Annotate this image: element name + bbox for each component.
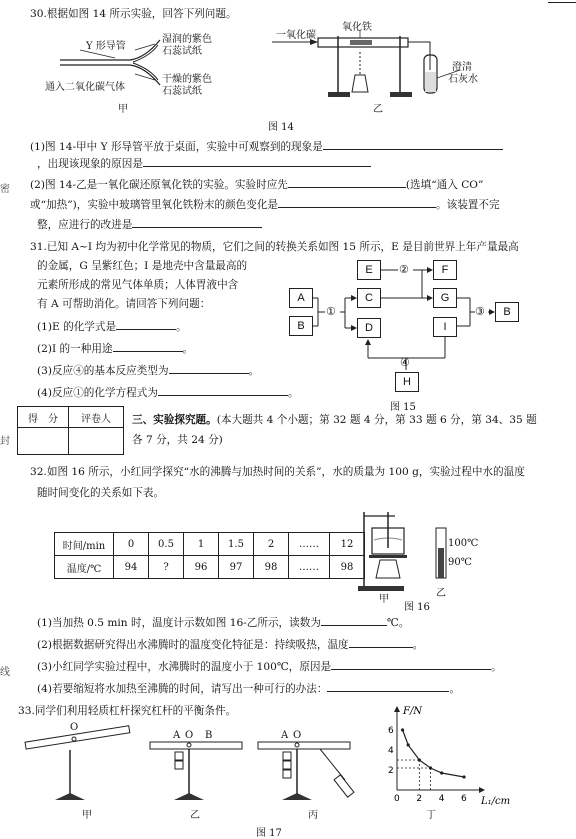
series-line <box>403 730 464 777</box>
cell: 时间/min <box>55 533 114 556</box>
y-tube-label: Y 形导管 <box>86 41 126 52</box>
q33-stem: 33.同学们利用轻质杠杆探究杠杆的平衡条件。 <box>18 705 237 717</box>
co2-inlet-label: 通入二氧化碳气体 <box>45 82 125 93</box>
data-point <box>440 771 443 774</box>
cell: …… <box>289 533 330 556</box>
y-axis-arrow <box>394 706 400 712</box>
x-tick-label: 2 <box>416 794 423 804</box>
mark-3: ③ <box>475 305 485 318</box>
cell: …… <box>289 556 330 579</box>
q32-p2: (2)根据数据研究得出水沸腾时的温度变化特征是：持续吸热，温度 。 <box>37 639 424 651</box>
dry-paper-label-1: 干燥的紫色 <box>162 74 212 85</box>
thermo-100: 100℃ <box>448 538 479 549</box>
cell: 2 <box>254 533 289 556</box>
fig17-cap-ding: 丁 <box>426 810 436 821</box>
node-h: H <box>395 372 419 392</box>
section3-heading: 三、实验探究题。(本大题共 4 个小题；第 32 题 4 分，第 33 题 6 分，第 34、35 题 <box>132 414 537 426</box>
wet-paper-label-2: 石蕊试纸 <box>162 46 202 57</box>
x-tick-label: 6 <box>461 794 467 804</box>
x-axis-arrow <box>479 787 485 793</box>
fig14-yi-caption: 乙 <box>373 104 383 115</box>
data-point <box>407 743 410 746</box>
node-g: G <box>433 288 457 308</box>
node-b-right: B <box>495 302 519 322</box>
fig17-cap-jia: 甲 <box>82 810 92 821</box>
data-point <box>418 758 421 761</box>
mark-4: ④ <box>400 356 410 369</box>
limewater-label-1: 澄清 <box>452 62 472 73</box>
node-c: C <box>357 288 381 308</box>
q31-p2: (2)I 的一种用途 。 <box>37 343 194 355</box>
q30-p1: (1)图 14-甲中 Y 形导管平放于桌面，实验中可观察到的现象是 <box>30 140 503 154</box>
y-axis-label: F/N <box>403 706 423 717</box>
lever-jia-o: O <box>70 722 79 733</box>
q31-stem-4: 有 A 可帮助消化。请回答下列问题： <box>37 298 211 310</box>
q31-p3: (3)反应④的基本反应类型为 。 <box>37 365 260 377</box>
node-i: I <box>433 317 457 337</box>
cell: 96 <box>184 556 219 579</box>
q31-stem-3: 元素所形成的常见气体单质；人体胃液中含 <box>37 279 239 291</box>
thermo-90: 90℃ <box>448 557 472 568</box>
cell: 温度/℃ <box>55 556 114 579</box>
fig17-cap-yi: 乙 <box>190 810 200 821</box>
q31-p1: (1)E 的化学式是 。 <box>37 321 187 333</box>
node-a: A <box>289 288 313 308</box>
lever-bing-a: A <box>281 730 289 741</box>
cell: ? <box>149 556 184 579</box>
mark-1: ① <box>326 305 336 318</box>
limewater-label-2: 石灰水 <box>448 74 478 85</box>
dry-paper-label-2: 石蕊试纸 <box>162 86 202 97</box>
q30-stem: 30.根据如图 14 所示实验，回答下列问题。 <box>30 8 237 20</box>
mark-2: ② <box>399 263 409 276</box>
q32-stem-1: 32.如图 16 所示，小红同学探究“水的沸腾与加热时间的关系”，水的质量为 100 g，实验过程中水的温度 <box>30 466 525 478</box>
node-e: E <box>357 260 381 280</box>
node-d: D <box>357 318 381 338</box>
node-b: B <box>289 316 313 336</box>
y-tick-label: 2 <box>388 766 394 776</box>
x-tick-label: 4 <box>438 794 445 804</box>
cell: 1 <box>184 533 219 556</box>
cell: 12 <box>330 533 365 556</box>
co-label: 一氧化碳 <box>276 30 316 41</box>
fig16-yi-caption: 乙 <box>436 588 446 599</box>
fig17-cap-bing: 丙 <box>308 810 318 821</box>
lever-bing-o: O <box>293 730 302 741</box>
q32-p3: (3)小红同学实验过程中，水沸腾时的温度小于 100℃，原因是 。 <box>37 661 502 673</box>
fig14-title: 图 14 <box>268 122 294 133</box>
x-axis-label: L₁/cm <box>481 796 511 807</box>
fig16-title: 图 16 <box>404 602 430 613</box>
cell: 98 <box>254 556 289 579</box>
cell: 97 <box>219 556 254 579</box>
q30-p2b: 或“加热”)，实验中玻璃管里氧化铁粉末的颜色变化是 。该装置不完 <box>30 199 500 211</box>
fig16-jia-caption: 甲 <box>379 594 389 605</box>
fe2o3-label: 氧化铁 <box>342 22 372 33</box>
margin-char-feng: 封 <box>0 436 10 447</box>
cell: 0 <box>114 533 149 556</box>
lever-yi-a: A <box>173 730 181 741</box>
q31-stem-1: 31.已知 A~I 均为初中化学常见的物质，它们之间的转换关系如图 15 所示，E 是目前世界上年产量最高 <box>30 241 519 253</box>
q32-stem-2: 随时间变化的关系如下表。 <box>37 487 165 499</box>
q30-p2: (2)图 14-乙是一氧化碳还原氧化铁的实验。实验时应先 (选填“通入 CO” <box>30 179 484 191</box>
grader-header: 评卷人 <box>69 407 124 428</box>
q32-p1: (1)当加热 0.5 min 时，温度计示数如图 16-乙所示，读数为 ℃。 <box>37 617 410 629</box>
node-f: F <box>433 260 457 280</box>
lever-yi-b: B <box>205 730 213 741</box>
y-tick-label: 6 <box>388 726 394 736</box>
cell: 98 <box>330 556 365 579</box>
section3-desc-2: 各 7 分，共 24 分) <box>132 434 223 446</box>
wet-paper-label-1: 湿润的紫色 <box>162 34 212 45</box>
q31-p4: (4)反应①的化学方程式为 。 <box>37 387 299 399</box>
y-tick-label: 4 <box>388 746 394 756</box>
cell: 94 <box>114 556 149 579</box>
margin-char-mi: 密 <box>0 184 10 195</box>
data-point <box>401 728 404 731</box>
cell: 0.5 <box>149 533 184 556</box>
cell: 1.5 <box>219 533 254 556</box>
q32-p4: (4)若要缩短将水加热至沸腾的时间，请写出一种可行的办法： 。 <box>37 683 461 695</box>
fig17-title: 图 17 <box>256 828 282 839</box>
x-tick-label: 0 <box>394 794 400 804</box>
margin-char-xian: 线 <box>0 667 10 678</box>
fig15-title: 图 15 <box>390 402 416 413</box>
lever-yi-o: O <box>185 730 194 741</box>
fig14-jia-caption: 甲 <box>118 104 128 115</box>
score-header: 得 分 <box>18 407 69 428</box>
data-point <box>462 775 465 778</box>
q30-p2d: 整，应进行的改进是 <box>37 218 262 232</box>
q31-stem-2: 的金属，G 呈紫红色；I 是地壳中含量最高的 <box>37 260 248 272</box>
q30-p1b: ，出现该现象的原因是 <box>37 157 371 171</box>
data-point <box>429 766 432 769</box>
